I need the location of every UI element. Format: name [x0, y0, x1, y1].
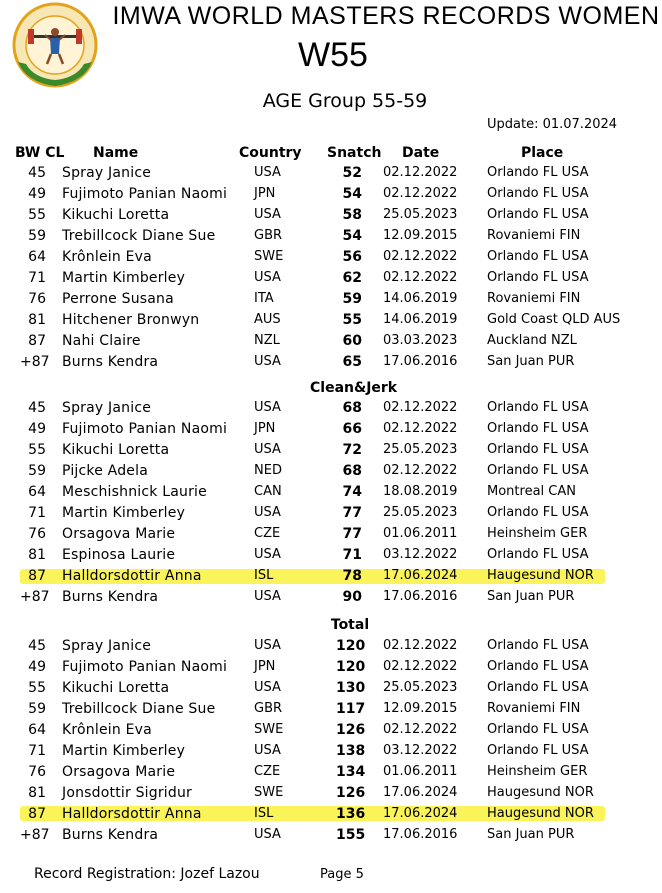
record-place: San Juan PUR [487, 589, 575, 604]
record-row [0, 699, 662, 720]
country-code: NZL [254, 333, 280, 348]
athlete-name: Fujimoto Panian Naomi [62, 659, 228, 675]
athlete-name: Jonsdottir Sigridur [62, 785, 193, 801]
record-place: Gold Coast QLD AUS [487, 312, 621, 327]
record-value: 136 [336, 806, 366, 822]
bodyweight-class: +87 [20, 354, 50, 370]
record-row [0, 825, 662, 846]
record-value: 52 [342, 165, 362, 181]
record-place: Orlando FL USA [487, 421, 589, 436]
col-header-place: Place [521, 145, 564, 161]
athlete-name: Spray Janice [62, 638, 152, 654]
record-place: Haugesund NOR [487, 806, 594, 821]
col-header-country: Country [239, 145, 302, 161]
athlete-name: Burns Kendra [62, 827, 159, 843]
athlete-name: Pijcke Adela [62, 463, 148, 479]
bodyweight-class: 81 [28, 547, 46, 563]
record-place: Orlando FL USA [487, 743, 589, 758]
record-row [0, 678, 662, 699]
record-place: Montreal CAN [487, 484, 576, 499]
record-value: 72 [342, 442, 362, 458]
athlete-name: Kikuchi Loretta [62, 442, 170, 458]
record-date: 02.12.2022 [383, 249, 458, 264]
athlete-name: Kikuchi Loretta [62, 207, 170, 223]
record-value: 68 [342, 463, 362, 479]
record-value: 66 [342, 421, 362, 437]
record-row [0, 440, 662, 461]
country-code: GBR [254, 701, 283, 716]
country-code: USA [254, 547, 281, 562]
country-code: USA [254, 743, 281, 758]
country-code: USA [254, 165, 281, 180]
record-place: Orlando FL USA [487, 505, 589, 520]
record-row [0, 587, 662, 608]
bodyweight-class: 87 [28, 806, 46, 822]
athlete-name: Perrone Susana [62, 291, 174, 307]
athlete-name: Espinosa Laurie [62, 547, 176, 563]
country-code: GBR [254, 228, 283, 243]
age-group-label: AGE Group 55-59 [262, 90, 428, 112]
country-code: AUS [254, 312, 281, 327]
record-row [0, 352, 662, 373]
record-place: Orlando FL USA [487, 270, 589, 285]
page-title: IMWA WORLD MASTERS RECORDS WOMEN [112, 2, 660, 30]
record-date: 17.06.2016 [383, 589, 458, 604]
bodyweight-class: 55 [28, 680, 46, 696]
record-date: 17.06.2024 [383, 785, 458, 800]
bodyweight-class: 76 [28, 291, 46, 307]
record-value: 126 [336, 722, 366, 738]
country-code: USA [254, 505, 281, 520]
record-row [0, 268, 662, 289]
record-row [0, 226, 662, 247]
athlete-name: Kikuchi Loretta [62, 680, 170, 696]
page-number: Page 5 [320, 867, 364, 882]
record-row [0, 205, 662, 226]
athlete-name: Orsagova Marie [62, 764, 176, 780]
col-header-date: Date [402, 145, 440, 161]
country-code: JPN [254, 421, 276, 436]
record-place: Orlando FL USA [487, 400, 589, 415]
record-date: 17.06.2016 [383, 354, 458, 369]
record-date: 02.12.2022 [383, 270, 458, 285]
bodyweight-class: 64 [28, 722, 46, 738]
record-value: 68 [342, 400, 362, 416]
record-value: 54 [342, 228, 362, 244]
athlete-name: Martin Kimberley [62, 505, 186, 521]
record-value: 126 [336, 785, 366, 801]
record-value: 77 [342, 505, 362, 521]
bodyweight-class: 49 [28, 186, 46, 202]
record-date: 02.12.2022 [383, 421, 458, 436]
country-code: JPN [254, 186, 276, 201]
athlete-name: Nahi Claire [62, 333, 141, 349]
record-date: 01.06.2011 [383, 764, 458, 779]
bodyweight-class: 71 [28, 505, 46, 521]
country-code: SWE [254, 785, 284, 800]
col-header-snatch: Snatch [327, 145, 382, 161]
record-place: Orlando FL USA [487, 680, 589, 695]
record-value: 60 [342, 333, 362, 349]
country-code: SWE [254, 249, 284, 264]
record-date: 14.06.2019 [383, 291, 458, 306]
record-place: Haugesund NOR [487, 568, 594, 583]
athlete-name: Martin Kimberley [62, 270, 186, 286]
bodyweight-class: 59 [28, 463, 46, 479]
record-row [0, 762, 662, 783]
record-date: 25.05.2023 [383, 505, 458, 520]
record-row [0, 657, 662, 678]
athlete-name: Halldorsdottir Anna [62, 806, 202, 822]
record-row [0, 398, 662, 419]
record-row [0, 503, 662, 524]
bodyweight-class: 87 [28, 568, 46, 584]
record-value: 134 [336, 764, 366, 780]
record-value: 138 [336, 743, 366, 759]
bodyweight-class: 55 [28, 442, 46, 458]
record-row [0, 331, 662, 352]
section-title-total: Total [330, 617, 370, 633]
athlete-name: Trebillcock Diane Sue [62, 701, 216, 717]
country-code: USA [254, 354, 281, 369]
record-row [0, 524, 662, 545]
country-code: NED [254, 463, 282, 478]
record-value: 120 [336, 659, 366, 675]
athlete-name: Trebillcock Diane Sue [62, 228, 216, 244]
record-date: 03.12.2022 [383, 743, 458, 758]
bodyweight-class: 49 [28, 421, 46, 437]
country-code: USA [254, 400, 281, 415]
record-row [0, 783, 662, 804]
record-value: 71 [342, 547, 362, 563]
record-place: Orlando FL USA [487, 547, 589, 562]
record-value: 55 [342, 312, 362, 328]
bodyweight-class: +87 [20, 589, 50, 605]
country-code: JPN [254, 659, 276, 674]
athlete-name: Krônlein Eva [62, 722, 152, 738]
country-code: USA [254, 638, 281, 653]
record-row [0, 163, 662, 184]
record-date: 02.12.2022 [383, 638, 458, 653]
record-row [0, 741, 662, 762]
record-date: 12.09.2015 [383, 228, 458, 243]
record-date: 01.06.2011 [383, 526, 458, 541]
record-value: 65 [342, 354, 362, 370]
update-date: Update: 01.07.2024 [487, 117, 618, 132]
record-date: 18.08.2019 [383, 484, 458, 499]
record-place: Orlando FL USA [487, 722, 589, 737]
country-code: ITA [254, 291, 274, 306]
record-place: Rovaniemi FIN [487, 291, 581, 306]
record-place: San Juan PUR [487, 354, 575, 369]
bodyweight-class: 64 [28, 484, 46, 500]
record-value: 62 [342, 270, 362, 286]
record-place: Orlando FL USA [487, 442, 589, 457]
record-date: 25.05.2023 [383, 680, 458, 695]
record-row [0, 566, 662, 587]
athlete-name: Burns Kendra [62, 354, 159, 370]
record-row [0, 310, 662, 331]
section-title-clean-jerk: Clean&Jerk [310, 380, 398, 396]
record-place: Rovaniemi FIN [487, 228, 581, 243]
bodyweight-class: 59 [28, 228, 46, 244]
athlete-name: Fujimoto Panian Naomi [62, 186, 228, 202]
bodyweight-class: +87 [20, 827, 50, 843]
record-date: 03.12.2022 [383, 547, 458, 562]
record-row [0, 545, 662, 566]
record-row [0, 482, 662, 503]
record-place: Orlando FL USA [487, 207, 589, 222]
country-code: ISL [254, 568, 274, 583]
country-code: CZE [254, 764, 281, 779]
record-value: 77 [342, 526, 362, 542]
country-code: SWE [254, 722, 284, 737]
athlete-name: Fujimoto Panian Naomi [62, 421, 228, 437]
record-value: 90 [342, 589, 362, 605]
bodyweight-class: 45 [28, 638, 46, 654]
bodyweight-class: 87 [28, 333, 46, 349]
athlete-name: Meschishnick Laurie [62, 484, 207, 500]
record-row [0, 247, 662, 268]
category-subtitle: W55 [298, 36, 368, 74]
record-date: 17.06.2024 [383, 568, 458, 583]
record-place: Heinsheim GER [487, 526, 588, 541]
bodyweight-class: 76 [28, 526, 46, 542]
record-date: 02.12.2022 [383, 722, 458, 737]
record-place: Orlando FL USA [487, 638, 589, 653]
record-value: 120 [336, 638, 366, 654]
record-value: 58 [342, 207, 362, 223]
record-row [0, 636, 662, 657]
country-code: USA [254, 680, 281, 695]
country-code: CAN [254, 484, 282, 499]
country-code: CZE [254, 526, 281, 541]
country-code: USA [254, 207, 281, 222]
record-row [0, 720, 662, 741]
record-value: 78 [342, 568, 362, 584]
bodyweight-class: 59 [28, 701, 46, 717]
record-place: Orlando FL USA [487, 463, 589, 478]
record-date: 17.06.2024 [383, 806, 458, 821]
record-value: 155 [336, 827, 366, 843]
country-code: USA [254, 270, 281, 285]
athlete-name: Spray Janice [62, 165, 152, 181]
record-date: 02.12.2022 [383, 165, 458, 180]
record-place: Heinsheim GER [487, 764, 588, 779]
record-place: Rovaniemi FIN [487, 701, 581, 716]
bodyweight-class: 45 [28, 400, 46, 416]
record-date: 02.12.2022 [383, 659, 458, 674]
record-row [0, 461, 662, 482]
record-row [0, 289, 662, 310]
record-row [0, 419, 662, 440]
record-place: Orlando FL USA [487, 186, 589, 201]
record-value: 74 [342, 484, 362, 500]
record-date: 02.12.2022 [383, 463, 458, 478]
record-place: Orlando FL USA [487, 249, 589, 264]
record-date: 25.05.2023 [383, 207, 458, 222]
col-header-name: Name [93, 145, 139, 161]
bodyweight-class: 81 [28, 312, 46, 328]
athlete-name: Hitchener Bronwyn [62, 312, 200, 328]
record-place: Haugesund NOR [487, 785, 594, 800]
record-date: 03.03.2023 [383, 333, 458, 348]
bodyweight-class: 76 [28, 764, 46, 780]
record-date: 02.12.2022 [383, 400, 458, 415]
bodyweight-class: 71 [28, 743, 46, 759]
record-date: 02.12.2022 [383, 186, 458, 201]
record-date: 17.06.2016 [383, 827, 458, 842]
country-code: USA [254, 589, 281, 604]
record-row [0, 184, 662, 205]
athlete-name: Krônlein Eva [62, 249, 152, 265]
col-header-bw: BW CL [15, 145, 65, 161]
record-date: 12.09.2015 [383, 701, 458, 716]
bodyweight-class: 71 [28, 270, 46, 286]
country-code: USA [254, 442, 281, 457]
record-value: 54 [342, 186, 362, 202]
bodyweight-class: 64 [28, 249, 46, 265]
bodyweight-class: 81 [28, 785, 46, 801]
record-place: Orlando FL USA [487, 659, 589, 674]
imwa-logo [12, 2, 98, 88]
record-registration: Record Registration: Jozef Lazou [34, 866, 260, 882]
record-date: 14.06.2019 [383, 312, 458, 327]
record-place: Orlando FL USA [487, 165, 589, 180]
athlete-name: Orsagova Marie [62, 526, 176, 542]
record-value: 117 [336, 701, 366, 717]
bodyweight-class: 45 [28, 165, 46, 181]
athlete-name: Halldorsdottir Anna [62, 568, 202, 584]
record-row [0, 804, 662, 825]
country-code: USA [254, 827, 281, 842]
record-value: 130 [336, 680, 366, 696]
record-place: San Juan PUR [487, 827, 575, 842]
athlete-name: Spray Janice [62, 400, 152, 416]
record-value: 56 [342, 249, 362, 265]
country-code: ISL [254, 806, 274, 821]
record-value: 59 [342, 291, 362, 307]
record-date: 25.05.2023 [383, 442, 458, 457]
record-place: Auckland NZL [487, 333, 577, 348]
athlete-name: Burns Kendra [62, 589, 159, 605]
bodyweight-class: 55 [28, 207, 46, 223]
athlete-name: Martin Kimberley [62, 743, 186, 759]
bodyweight-class: 49 [28, 659, 46, 675]
